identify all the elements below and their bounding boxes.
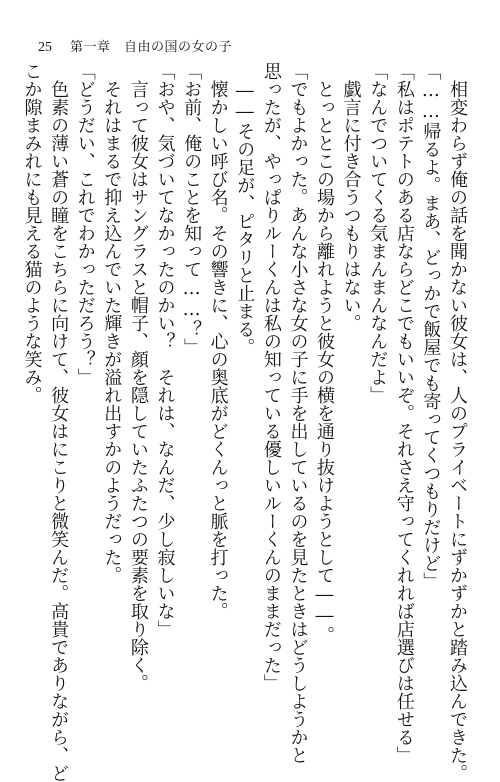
text-line: 「おや、気づいてなかったのかい？ それは、なんだ、少し寂しいな」 bbox=[154, 62, 176, 638]
vertical-text-body bbox=[21, 62, 470, 782]
text-line: 言って彼女はサングラスと帽子、顔を隠していたふたつの要素を取り除く。 bbox=[127, 80, 149, 692]
text-line: それはまるで抑え込んでいた輝きが溢れ出すかのようだった。 bbox=[101, 80, 123, 584]
text-line: とっととこの場から離れようと彼女の横を通り抜けようとして――。 bbox=[314, 80, 336, 644]
chapter-label: 第一章 bbox=[70, 40, 111, 55]
text-line: 「でもよかった。あんな小さな女の子に手を出しているのを見たときはどうしようかと bbox=[287, 62, 309, 764]
page-number: 25 bbox=[38, 40, 52, 55]
text-line: 「お前、俺のことを知って……？」 bbox=[181, 62, 203, 356]
text-line: 「……帰るよ。まあ、どっかで飯屋でも寄ってくつもりだけど」 bbox=[420, 62, 442, 590]
text-line: 戯言に付き合うつもりはない。 bbox=[340, 80, 362, 332]
text-line: 思ったが、やっぱりルーくんは私の知っている優しいルーくんのままだった」 bbox=[260, 62, 282, 692]
chapter-name: 自由の国の女の子 bbox=[124, 40, 233, 55]
text-line: 懐かしい呼び名。その響きに、心の奥底がどくんっと脈を打った。 bbox=[207, 80, 229, 620]
text-line: ――その足が、ピタリと止まる。 bbox=[234, 80, 256, 356]
text-line: 「なんでついてくる気まんまんなんだよ」 bbox=[367, 62, 389, 404]
chapter-heading bbox=[70, 38, 232, 58]
text-line: 「私はポテトのある店ならどこでもいいぞ。それさえ守ってくれれば店選びは任せる」 bbox=[393, 62, 415, 764]
text-line: こか隙まみれにも見える猫のような笑み。 bbox=[21, 62, 43, 404]
text-line: 相変わらず俺の話を聞かない彼女は、人のプライベートにずかずかと踏み込んできた。 bbox=[447, 80, 468, 782]
running-header bbox=[38, 38, 232, 58]
text-line: 色素の薄い蒼の瞳をこちらに向けて、彼女はにこりと微笑んだ。高貴でありながら、ど bbox=[48, 80, 70, 782]
text-line: 「どうだい、これでわかっただろう？」 bbox=[74, 62, 96, 386]
